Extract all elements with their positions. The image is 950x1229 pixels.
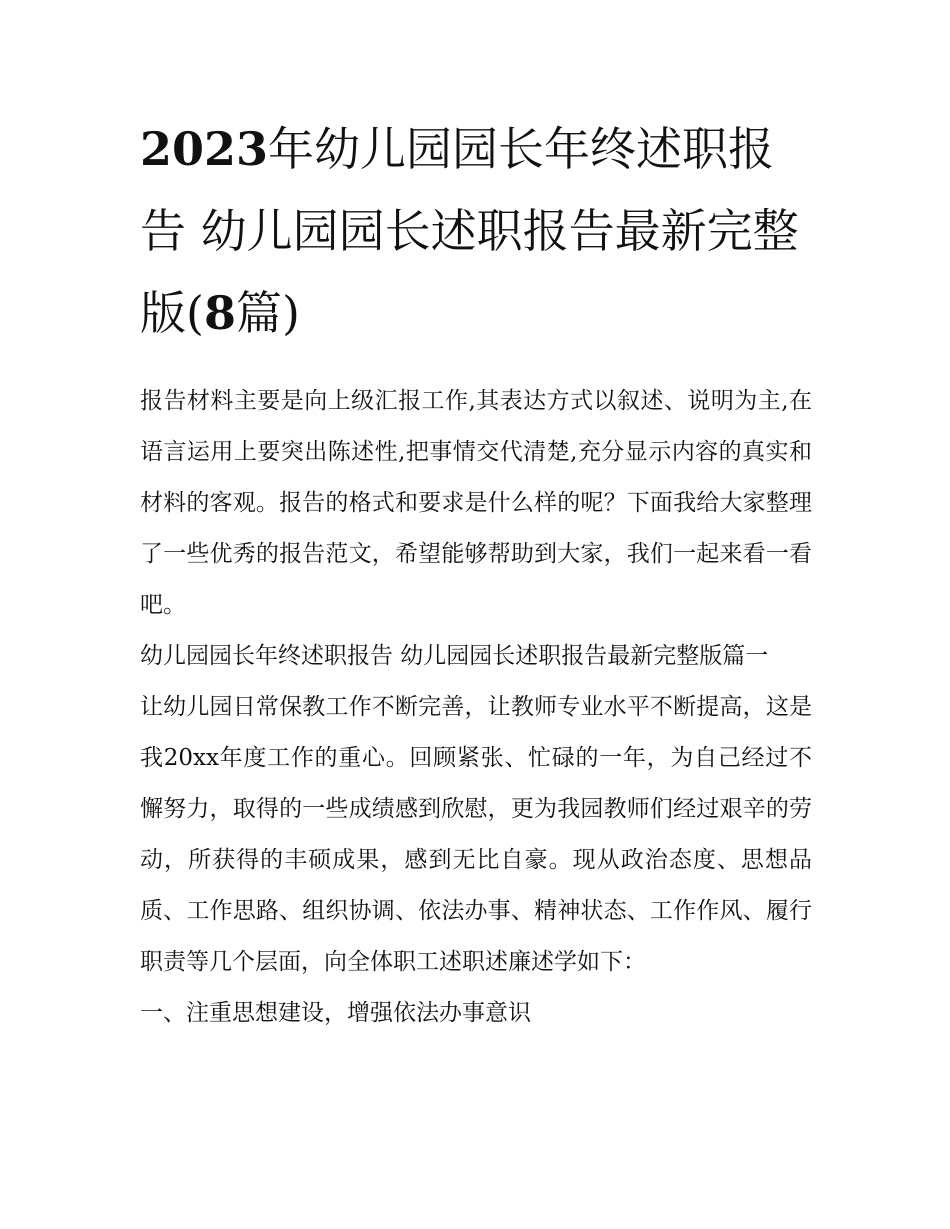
title-text-part1: 年幼儿园园长年终述职报告 幼儿园园长述职报告最新完整版( [140,122,799,340]
title-count: 8 [203,286,236,340]
document-page [140,108,812,1039]
document-body [140,376,812,1039]
section-heading-1: 一、注重思想建设，增强依法办事意识 [140,1000,531,1026]
article-heading: 幼儿园园长年终述职报告 幼儿园园长述职报告最新完整版篇一 [140,643,769,669]
body-paragraph-1: 让幼儿园日常保教工作不断完善，让教师专业水平不断提高，这是我20xx年度工作的重心。回顾紧张、忙碌的一年，为自己经过不懈努力，取得的一些成绩感到欣慰，更为我园教师们经过艰辛的劳动，所获得的丰硕成果，感到无比自豪。现从政治态度、思想品质、工作思路、组织协调、依法办事、精神状态、工作作风、履行职责等几个层面，向全体职工述职述廉述学如下： [140,694,812,975]
title-year: 2023 [140,122,269,176]
document-title [140,108,812,354]
intro-paragraph: 报告材料主要是向上级汇报工作,其表达方式以叙述、说明为主,在语言运用上要突出陈述性,把事情交代清楚,充分显示内容的真实和材料的客观。报告的格式和要求是什么样的呢？下面我给大家整理了一些优秀的报告范文，希望能够帮助到大家，我们一起来看一看吧。 [140,388,812,618]
title-text-part2: 篇) [235,286,300,340]
